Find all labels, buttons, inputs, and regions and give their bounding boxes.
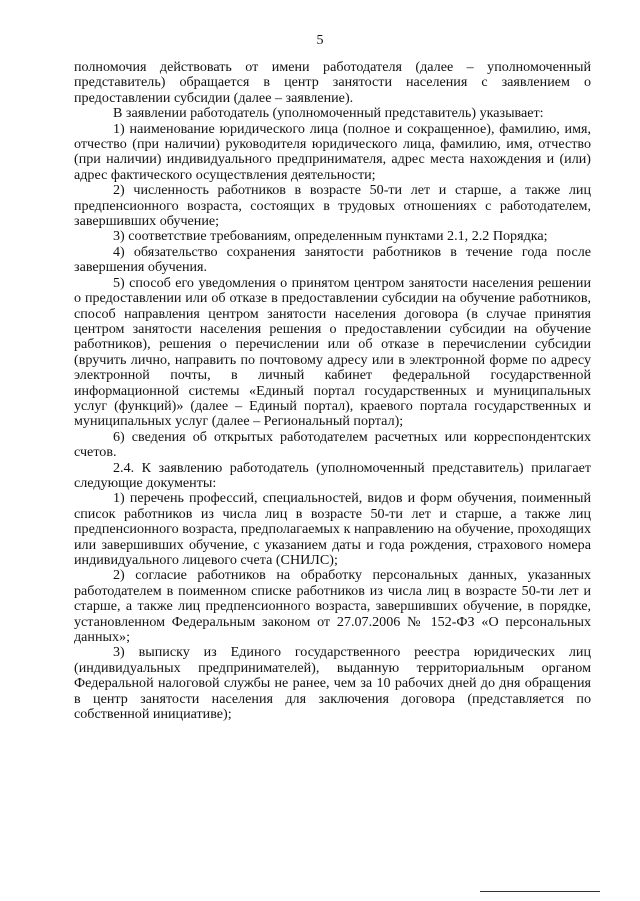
page-number: 5 [316, 33, 324, 48]
paragraph: 1) наименование юридического лица (полное и сокращенное), фамилию, имя, отчество (при наличии) руководителя юридического лица, фамилию, имя, отчество (при наличии) индивидуального предпринимателя, адрес места нахождения и (или) адрес фактического осуществления деятельности; [74, 120, 591, 183]
paragraph: 3) выписку из Единого государственного реестра юридических лиц (индивидуальных предпринимателей), выданную территориальным органом Федеральной налоговой службы не ранее, чем за 10 рабочих дней до дня обращения в центр занятости населения для заключения договора (представляется по собственной инициативе); [74, 644, 591, 723]
paragraph: 2.4. К заявлению работодатель (уполномоченный представитель) прилагает следующие документы: [74, 459, 591, 491]
paragraph: 4) обязательство сохранения занятости работников в течение года после завершения обучения. [74, 243, 591, 276]
paragraph: 2) согласие работников на обработку персональных данных, указанных работодателем в поименном списке работников из числа лиц в возрасте 50-ти лет и старше, а также лиц предпенсионного возраста, завершивших обучение, в порядке, установленном Федеральным законом от 27.07.2006 № 152-ФЗ «О персональных данных»; [74, 567, 591, 646]
document-body [74, 60, 591, 722]
paragraph: 2) численность работников в возрасте 50-ти лет и старше, а также лиц предпенсионного возраста, состоящих в трудовых отношениях с работодателем, завершивших обучение; [74, 182, 591, 230]
paragraph: 1) перечень профессий, специальностей, видов и форм обучения, поименный список работников из числа лиц в возрасте 50-ти лет и старше, а также лиц предпенсионного возраста, предполагаемых к направлению на обучение, проходящих или завершивших обучение, с указанием даты и года рождения, страхового номера индивидуального лицевого счета (СНИЛС); [74, 490, 591, 568]
footnote-divider [480, 891, 600, 892]
paragraph: полномочия действовать от имени работодателя (далее – уполномоченный представитель) обращается в центр занятости населения с заявлением о предоставлении субсидии (далее – заявление). [74, 59, 591, 106]
paragraph: В заявлении работодатель (уполномоченный представитель) указывает: [113, 105, 544, 122]
paragraph: 5) способ его уведомления о принятом центром занятости населения решении о предоставлении или об отказе в предоставлении субсидии на обучение работников, способ направления центром занятости населения договора (в случае принятия центром занятости населения решения о предоставлении субсидии на обучение работников), решения о перечислении или об отказе в перечислении субсидии (вручить лично, направить по почтовому адресу или в электронной форме по адресу электронной почты, в личный кабинет федеральной государственной информационной системы «Единый портал государственных и муниципальных услуг (функций)» (далее – Единый портал), краевого портала государственных и муниципальных услуг (далее – Региональный портал); [74, 274, 591, 430]
paragraph: 3) соответствие требованиям, определенным пунктами 2.1, 2.2 Порядка; [113, 228, 548, 245]
paragraph: 6) сведения об открытых работодателем расчетных или корреспондентских счетов. [74, 428, 591, 461]
